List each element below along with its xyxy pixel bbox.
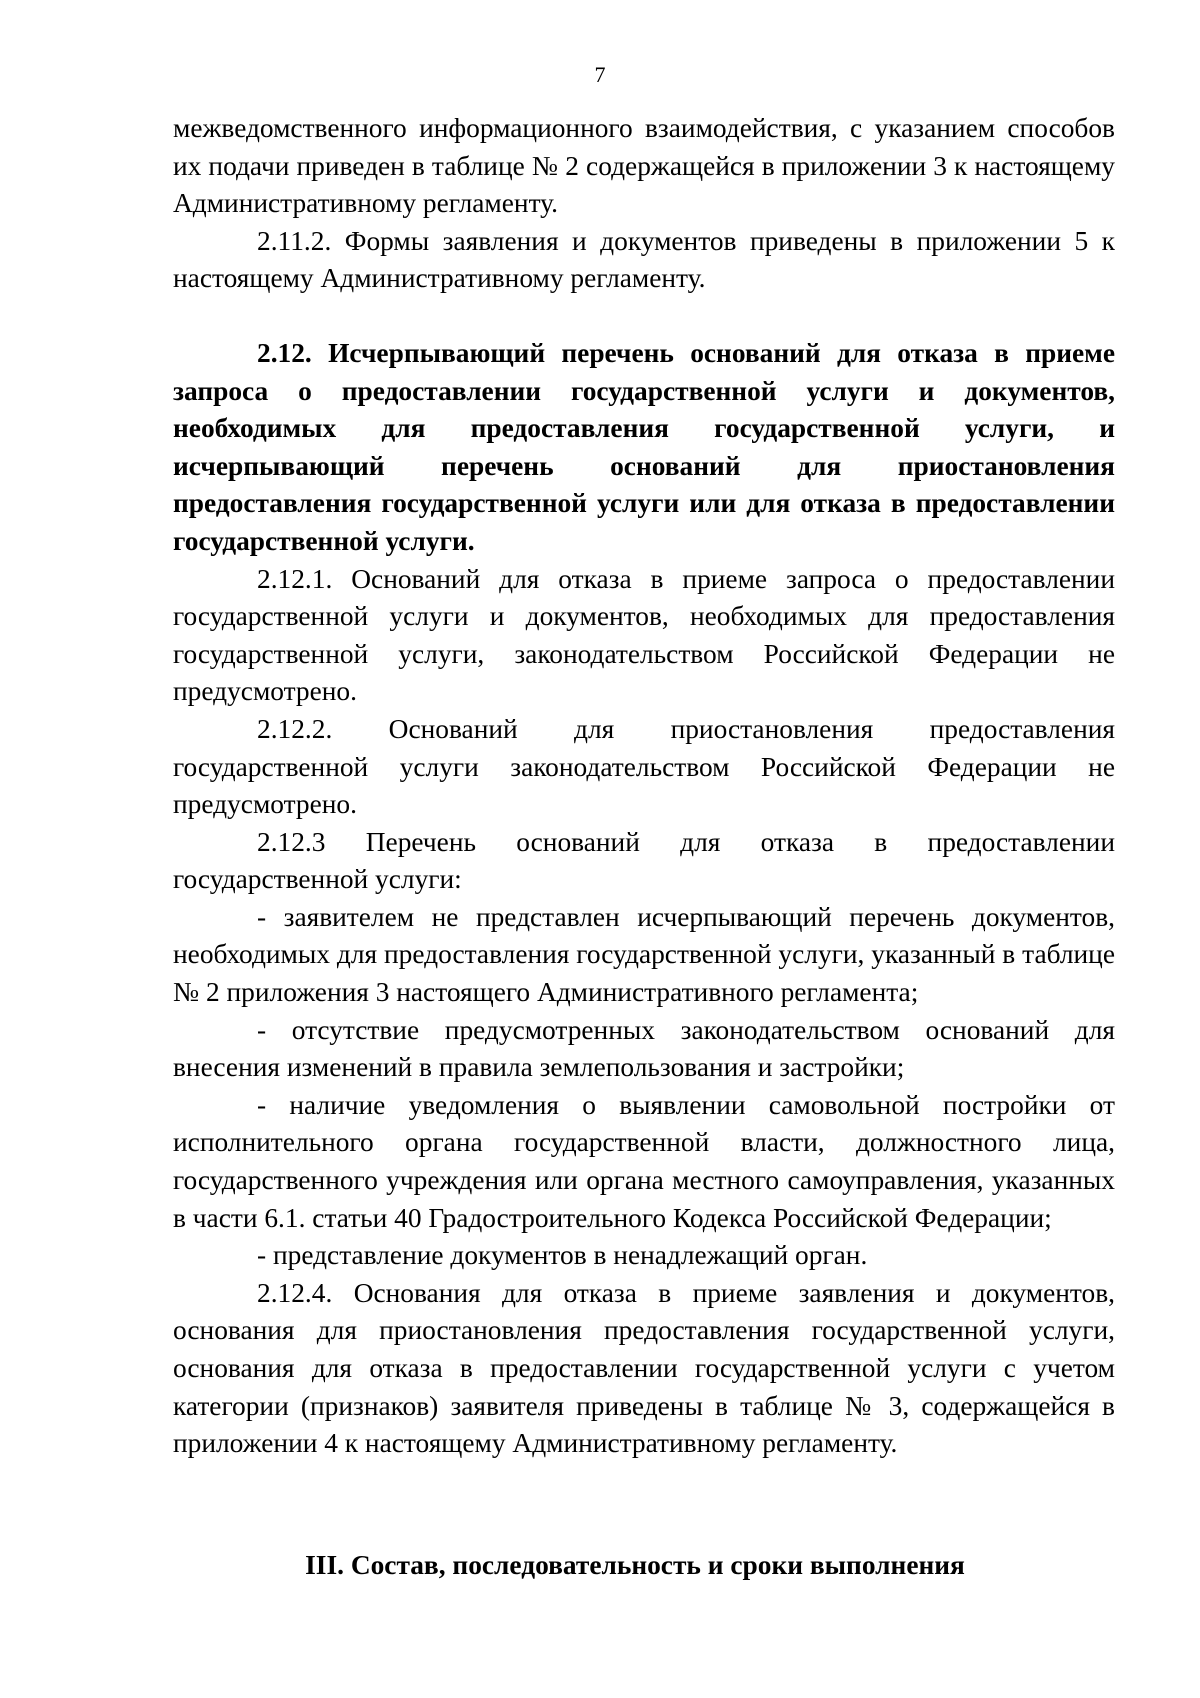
paragraph-continuation: межведомственного информационного взаимодействия, с указанием способов их подачи приведен в таблице № 2 содержащейся в приложении 3 к настоящему Административному регламенту.	[173, 113, 1115, 219]
list-item-refusal-4: - представление документов в ненадлежащий орган.	[257, 1240, 868, 1271]
paragraph-2-12-1: 2.12.1. Оснований для отказа в приеме запроса о предоставлении государственной услуги и документов, необходимых для предоставления государственной услуги, законодательством Российской Федерации не предусмотрено.	[173, 563, 1115, 707]
paragraph-2-12-3: 2.12.3 Перечень оснований для отказа в предоставлении государственной услуги:	[173, 826, 1115, 895]
document-body	[173, 110, 1115, 1463]
list-item-refusal-3: - наличие уведомления о выявлении самовольной постройки от исполнительного органа государственной власти, должностного лица, государственного учреждения или органа местного самоуправления, указанных в части 6.1. статьи 40 Градостроительного Кодекса Российской Федерации;	[173, 1089, 1115, 1233]
list-item-refusal-1: - заявителем не представлен исчерпывающий перечень документов, необходимых для предоставления государственной услуги, указанный в таблице № 2 приложения 3 настоящего Административного регламента;	[173, 901, 1115, 1008]
paragraph-2-12-4: 2.12.4. Основания для отказа в приеме заявления и документов, основания для приостановления предоставления государственной услуги, основания для отказа в предоставлении государственной услуги с учетом категории (признаков) заявителя приведены в таблице № 3, содержащейся в приложении 4 к настоящему Административному регламенту.	[173, 1277, 1115, 1459]
page-number: 7	[594, 62, 606, 87]
list-item-refusal-2: - отсутствие предусмотренных законодательством оснований для внесения изменений в правила землепользования и застройки;	[173, 1014, 1115, 1083]
section-heading-2-12: 2.12. Исчерпывающий перечень оснований для отказа в приеме запроса о предоставлении государственной услуги и документов, необходимых для предоставления государственной услуги, и исчерпывающий перечень оснований для приостановления предоставления государственной услуги или для отказа в предоставлении государственной услуги.	[173, 337, 1115, 556]
section-title-iii: III. Состав, последовательность и сроки выполнения	[305, 1550, 965, 1580]
paragraph-2-11-2: 2.11.2. Формы заявления и документов приведены в приложении 5 к настоящему Административному регламенту.	[173, 225, 1115, 294]
paragraph-2-12-2: 2.12.2. Оснований для приостановления предоставления государственной услуги законодательством Российской Федерации не предусмотрено.	[173, 713, 1115, 820]
